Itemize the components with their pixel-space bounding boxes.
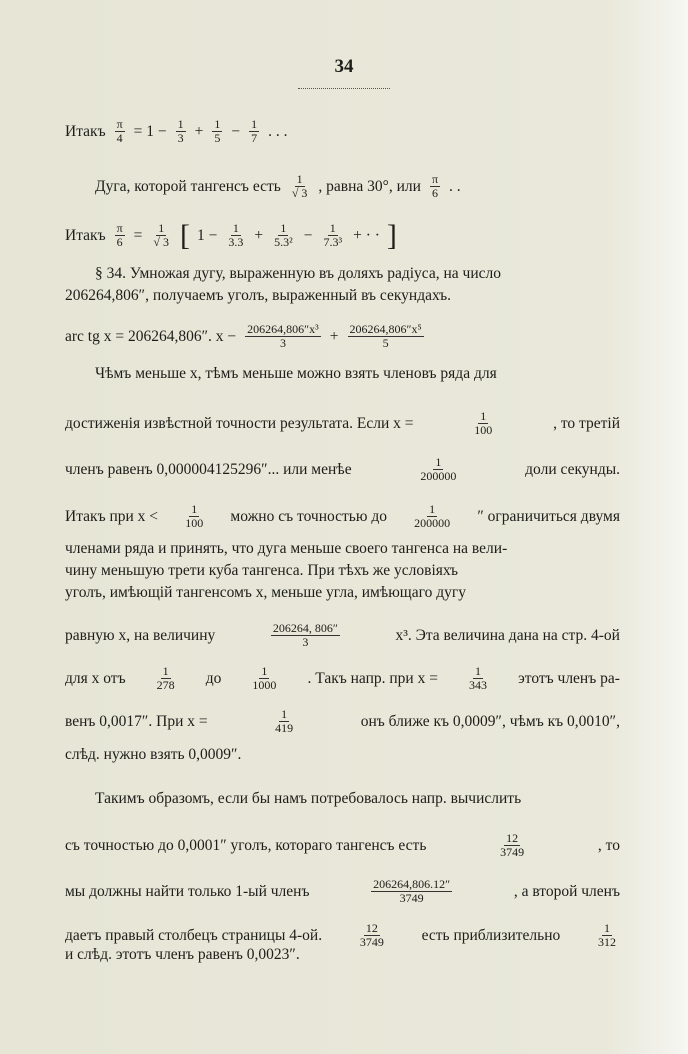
fraction-denominator: 7	[251, 131, 258, 145]
fraction	[348, 323, 424, 350]
text-segment: этотъ членъ ра-	[518, 669, 620, 687]
fraction	[498, 832, 526, 859]
text-segment: x³. Эта величина дана на стр. 4-ой	[395, 626, 620, 644]
text-segment: arc tg x = 206264,806″. x −	[65, 327, 237, 345]
text-segment: есть приблизительно	[421, 926, 561, 944]
text-segment: =	[133, 226, 143, 244]
fraction	[245, 323, 321, 350]
fraction-numerator: π	[431, 172, 438, 186]
text-segment: Итакъ при x <	[65, 507, 159, 525]
fraction	[176, 118, 186, 145]
text-line	[65, 218, 620, 252]
fraction-numerator: 1	[177, 117, 184, 131]
text-line	[65, 561, 620, 581]
fraction	[418, 456, 458, 483]
fraction-denominator: 3.3	[228, 235, 244, 249]
fraction	[183, 503, 205, 530]
text-segment: = 1 −	[133, 122, 167, 140]
fraction-denominator: 3	[302, 635, 309, 649]
fraction-denominator: 100	[474, 423, 493, 437]
text-line	[65, 665, 620, 692]
fraction-numerator: 1	[604, 921, 610, 935]
fraction-denominator: 278	[156, 678, 175, 692]
text-segment: , то	[597, 836, 620, 854]
fraction-numerator: 1	[214, 117, 221, 131]
text-segment: членъ равенъ 0,000004125296″... или менѣе	[65, 460, 352, 478]
text-segment: +	[194, 122, 204, 140]
fraction-numerator: 1	[232, 221, 239, 235]
fraction-numerator: 206264,806″x⁵	[349, 322, 422, 336]
text-line	[65, 945, 620, 965]
fraction	[290, 173, 310, 200]
text-line	[65, 878, 620, 905]
fraction-numerator: 1	[162, 664, 169, 678]
fraction	[151, 222, 171, 249]
text-segment: равную x, на величину	[65, 626, 216, 644]
fraction-numerator: 206264, 806″	[272, 621, 338, 635]
fraction-denominator: 6	[116, 235, 123, 249]
text-line	[95, 789, 620, 809]
text-segment: можно съ точностью до	[230, 507, 387, 525]
text-line	[65, 456, 620, 483]
fraction	[115, 118, 125, 145]
fraction-denominator: 3	[177, 131, 184, 145]
text-line	[95, 264, 620, 284]
text-segment: достиженія извѣстной точности результата. Если x =	[65, 414, 414, 432]
text-segment: −	[303, 226, 313, 244]
fraction-denominator: √ 3	[291, 186, 308, 200]
fraction-denominator: 3	[279, 336, 286, 350]
fraction-denominator: 1000	[252, 678, 277, 692]
bracket: [	[180, 218, 190, 252]
fraction	[155, 665, 177, 692]
fraction-denominator: 3749	[500, 845, 525, 859]
fraction	[472, 410, 494, 437]
text-line	[65, 832, 620, 859]
text-segment: ″ ограничиться двумя	[477, 507, 620, 525]
fraction-denominator: 200000	[420, 469, 457, 483]
text-segment: +	[329, 327, 339, 345]
fraction	[467, 665, 489, 692]
fraction-denominator: 5	[382, 336, 389, 350]
fraction	[371, 878, 452, 905]
text-segment: , равна 30°, или	[318, 177, 421, 195]
text-line	[65, 410, 620, 437]
text-line	[95, 173, 620, 200]
text-segment: Дуга, которой тангенсъ есть	[95, 177, 281, 195]
fraction-denominator: 3749	[359, 935, 384, 949]
text-line	[65, 583, 620, 603]
text-line	[65, 708, 620, 735]
fraction-numerator: 1	[429, 502, 436, 516]
fraction-denominator: 312	[598, 935, 616, 949]
text-segment: Итакъ	[65, 226, 106, 244]
fraction-denominator: 5.3²	[274, 235, 293, 249]
bracket: ]	[386, 218, 397, 252]
text-segment: и слѣд. этотъ членъ равенъ 0,0023″.	[65, 946, 300, 963]
fraction-numerator: 12	[365, 921, 378, 935]
fraction-numerator: 1	[158, 221, 165, 235]
text-line	[65, 286, 620, 306]
fraction-denominator: 343	[469, 678, 488, 692]
fraction-numerator: 1	[281, 707, 288, 721]
fraction-numerator: 206264,806″x³	[247, 322, 319, 336]
fraction	[430, 173, 440, 200]
text-segment: , а второй членъ	[513, 882, 620, 900]
fraction	[321, 222, 344, 249]
fraction-denominator: 7.3³	[323, 235, 343, 249]
text-segment: . Такъ напр. при x =	[307, 669, 438, 687]
text-segment: . .	[449, 177, 461, 195]
fraction-numerator: π	[116, 221, 123, 235]
fraction	[412, 503, 452, 530]
fraction-numerator: 1	[251, 117, 258, 131]
fraction-denominator: 6	[431, 186, 438, 200]
fraction-denominator: 419	[275, 721, 294, 735]
fraction-denominator: 5	[214, 131, 221, 145]
fraction-numerator: 1	[329, 221, 336, 235]
fraction-numerator: 206264,806.12″	[373, 877, 451, 891]
fraction-numerator: π	[116, 117, 123, 131]
text-segment: + · ·	[353, 226, 380, 244]
text-segment: до	[205, 669, 222, 687]
fraction-denominator: 3749	[399, 891, 424, 905]
fraction-numerator: 1	[261, 664, 268, 678]
text-segment: доли секунды.	[525, 460, 620, 478]
fraction	[226, 222, 245, 249]
fraction-numerator: 1	[191, 502, 198, 516]
text-segment: § 34. Умножая дугу, выраженную въ доляхъ радіуса, на число	[95, 265, 501, 282]
text-segment: +	[254, 226, 264, 244]
text-segment: . . .	[268, 122, 288, 140]
page-number: 34	[334, 56, 354, 77]
text-segment: Итакъ	[65, 122, 106, 140]
fraction	[273, 708, 295, 735]
fraction	[250, 665, 278, 692]
text-segment: Такимъ образомъ, если бы намъ потребовалось напр. вычислить	[95, 790, 522, 807]
fraction	[212, 118, 222, 145]
fraction-numerator: 1	[435, 455, 442, 469]
text-segment: 206264,806″, получаемъ уголъ, выраженный въ секундахъ.	[65, 287, 452, 304]
text-segment: съ точностью до 0,0001″ уголъ, котораго тангенсъ есть	[65, 836, 427, 854]
fraction	[249, 118, 259, 145]
text-line	[65, 503, 620, 530]
text-line	[65, 323, 620, 350]
text-segment: для x отъ	[65, 669, 126, 687]
text-segment: слѣд. нужно взять 0,0009″.	[65, 746, 242, 763]
fraction	[271, 622, 340, 649]
fraction-numerator: 1	[280, 221, 287, 235]
text-line	[95, 364, 620, 384]
text-segment: даетъ правый столбецъ страницы 4-ой.	[65, 926, 323, 944]
fraction	[115, 222, 125, 249]
fraction-numerator: 1	[296, 172, 303, 186]
text-line	[65, 539, 620, 559]
text-segment: −	[231, 122, 241, 140]
fraction-numerator: 1	[480, 409, 487, 423]
fraction-denominator: 100	[185, 516, 204, 530]
text-segment: уголъ, имѣющій тангенсомъ x, меньше угла, имѣющаго дугу	[65, 584, 466, 601]
text-segment: онъ ближе къ 0,0009″, чѣмъ къ 0,0010″,	[360, 712, 620, 730]
fraction-numerator: 12	[506, 831, 519, 845]
text-line	[65, 118, 620, 145]
text-segment: членами ряда и принять, что дуга меньше своего тангенса на вели-	[65, 540, 508, 557]
fraction-numerator: 1	[475, 664, 482, 678]
text-segment: 1 −	[197, 226, 218, 244]
text-segment: мы должны найти только 1-ый членъ	[65, 882, 310, 900]
text-line	[65, 622, 620, 649]
fraction-denominator: 4	[116, 131, 123, 145]
text-segment: Чѣмъ меньше x, тѣмъ меньше можно взять членовъ ряда для	[95, 365, 497, 382]
text-line	[65, 745, 620, 765]
fraction-denominator: 200000	[414, 516, 451, 530]
text-segment: чину меньшую трети куба тангенса. При тѣхъ же условіяхъ	[65, 562, 459, 579]
fraction-denominator: √ 3	[153, 235, 169, 249]
header-dotted-rule	[298, 88, 390, 89]
fraction	[272, 222, 295, 249]
text-segment: венъ 0,0017″. При x =	[65, 712, 208, 730]
text-segment: , то третій	[553, 414, 620, 432]
